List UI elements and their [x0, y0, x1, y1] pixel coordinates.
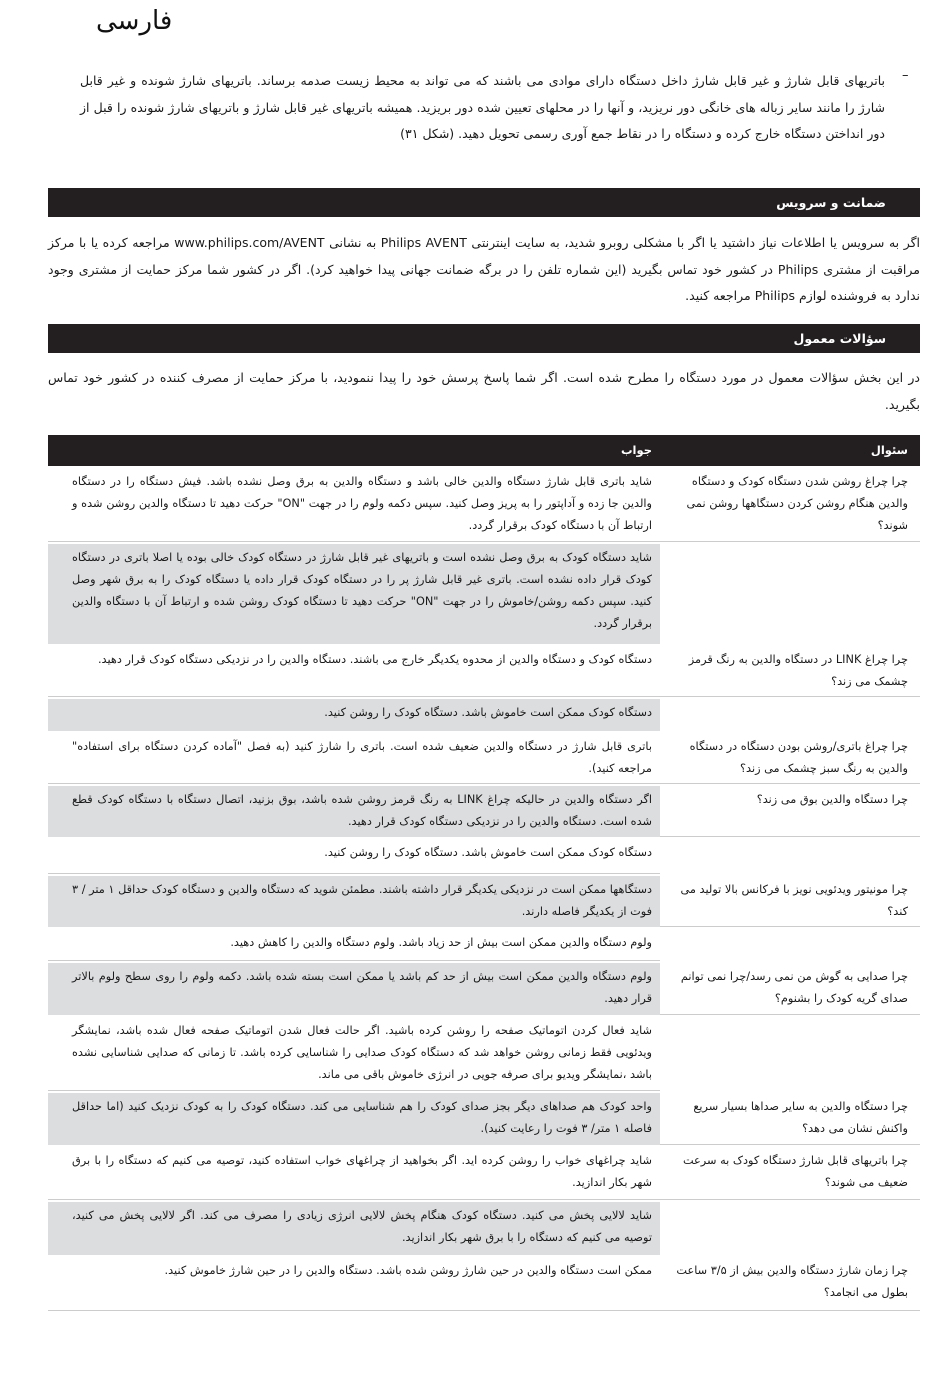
question-cell: چرا چراغ روشن شدن دستگاه کودک و دستگاه والدین هنگام روشن کردن دستگاهها روشن نمی شوند؟: [660, 468, 920, 542]
disposal-text: باتریهای قابل شارژ و غیر قابل شارژ داخل دستگاه دارای موادی می باشند که می تواند به محیط زیست صدمه برساند. باتریهای شارژ شونده و غیر قابل شارژ را مانند سایر زباله های خانگی دور نریزید، و آنها را در محلهای تعیین شده دور بریزید. همیشه باتریهای غیر قابل شارژ و باتریهای شارژ شونده را قبل از دور انداختن دستگاه خارج کرده و دستگاه را در نقاط جمع آوری رسمی تحویل دهید. (شکل ۳۱): [80, 73, 885, 141]
table-row: [48, 699, 920, 733]
question-cell: چرا چراغ باتری/روشن بودن دستگاه در دستگاه والدین به رنگ سبز چشمک می زند؟: [660, 733, 920, 784]
table-row: [48, 876, 920, 929]
disposal-bullet: [80, 68, 885, 148]
question-cell: [660, 839, 920, 874]
answer-cell: شاید لالایی پخش می کنید. دستگاه کودک هنگام پخش لالایی انرژی زیادی را مصرف می کند. اگر لالایی پخش می کنید، توصیه می کنیم که دستگاه را با برق شهر بکار اندازید.: [48, 1202, 660, 1255]
answer-cell: شاید دستگاه کودک به برق وصل نشده است و باتریهای غیر قابل شارژ در دستگاه کودک خالی بوده یا اصلا باتری در دستگاه کودک قرار داده نشده است. باتری غیر قابل شارژ پر را در دستگاه کودک قرار داده یا دستگاه کودک را به برق شهر وصل کنید. سپس دکمه روشن/خاموش را در جهت "ON" حرکت دهید تا دستگاه کودک روشن شده و ارتباط آن با دستگاه والدین برقرار گردد.: [48, 544, 660, 644]
question-cell: [660, 929, 920, 961]
answer-cell: دستگاه کودک ممکن است خاموش باشد. دستگاه کودک را روشن کنید.: [48, 839, 660, 874]
faq-table: [48, 468, 920, 1313]
answer-cell: شاید فعال کردن اتوماتیک صفحه را روشن کرده باشید. اگر حالت فعال شدن اتوماتیک صفحه فعال شده باشد، نمایشگر ویدئویی فقط زمانی روشن خواهد شد که دستگاه کودک صدایی را شناسایی کرده باشد. تا زمانی که صدایی شناسایی نشده باشد ،نمایشگر ویدیو برای صرفه جویی در انرژی خاموش باقی می ماند.: [48, 1017, 660, 1091]
answer-cell: ممکن است دستگاه والدین در حین شارژ روشن شده باشد. دستگاه والدین را در حین شارژ خاموش کنید.: [48, 1257, 660, 1311]
answer-cell: باتری قابل شارژ در دستگاه والدین ضعیف شده است. باتری را شارژ کنید (به فصل "آماده کردن دستگاه برای استفاده" مراجعه کنید).: [48, 733, 660, 784]
table-row: [48, 1202, 920, 1257]
question-cell: [660, 544, 920, 644]
table-row: [48, 544, 920, 646]
table-row: [48, 1093, 920, 1147]
bullet-dash: –: [902, 68, 909, 83]
answer-cell: دستگاهها ممکن است در نزدیکی یکدیگر قرار داشته باشند. مطمئن شوید که دستگاه والدین و دستگاه کودک حداقل ۱ متر / ۳ فوت از یکدیگر فاصله دارند.: [48, 876, 660, 927]
question-cell: [660, 1017, 920, 1091]
question-cell: چرا چراغ LINK در دستگاه والدین به رنگ قرمز چشمک می زند؟: [660, 646, 920, 697]
table-row: [48, 929, 920, 963]
question-cell: چرا صدایی به گوش من نمی رسد/چرا نمی توانم صدای گریه کودک را بشنوم؟: [660, 963, 920, 1015]
table-row: [48, 786, 920, 839]
answer-cell: شاید چراغهای خواب را روشن کرده اید. اگر بخواهید از چراغهای خواب استفاده کنید، توصیه می کنیم که دستگاه را با برق شهر بکار اندازید.: [48, 1147, 660, 1200]
faq-intro-text: در این بخش سؤالات معمول در مورد دستگاه را مطرح شده است. اگر شما پاسخ پرسش خود را پیدا ننمودید، با مرکز حمایت از مصرف کننده در کشور خود تماس بگیرید.: [48, 370, 920, 412]
table-row: [48, 963, 920, 1017]
answer-cell: ولوم دستگاه والدین ممکن است بیش از حد زیاد باشد. ولوم دستگاه والدین را کاهش دهید.: [48, 929, 660, 961]
language-title: فارسی: [96, 6, 173, 36]
table-row: [48, 646, 920, 699]
answer-cell: ولوم دستگاه والدین ممکن است بیش از حد کم باشد یا ممکن است بسته شده باشد. دکمه ولوم را روی سطح ولوم بالاتر قرار دهید.: [48, 963, 660, 1015]
table-row: [48, 733, 920, 786]
answer-cell: شاید باتری قابل شارژ دستگاه والدین خالی باشد و دستگاه والدین به برق وصل نشده باشد. فیش دستگاه را در دستگاه والدین جا زده و آداپتور را به پریز وصل کنید. سپس دکمه ولوم را در جهت "ON" حرکت دهید تا دستگاه والدین روشن شده و ارتباط آن با دستگاه کودک برقرار گردد.: [48, 468, 660, 542]
question-cell: [660, 1202, 920, 1255]
answer-cell: دستگاه کودک ممکن است خاموش باشد. دستگاه کودک را روشن کنید.: [48, 699, 660, 731]
question-cell: چرا مونیتور ویدئویی نویز با فرکانس بالا تولید می کند؟: [660, 876, 920, 927]
question-cell: چرا باتریهای قابل شارژ دستگاه کودک به سرعت ضعیف می شوند؟: [660, 1147, 920, 1200]
warranty-text: اگر به سرویس یا اطلاعات نیاز داشتید یا اگر با مشکلی روبرو شدید، به سایت اینترنتی Philips AVENT به نشانی www.philips.com/AVENT مراجعه کرده یا با مرکز مراقبت از مشتری Philips در کشور خود تماس بگیرید (این شماره تلفن را در برگه ضمانت جهانی پیدا خواهید کرد). اگر در کشور شما مرکز حمایت از مشتری وجود ندارد به فروشنده لوازم Philips مراجعه کنید.: [48, 235, 921, 303]
column-header-question: سئوال: [870, 443, 908, 457]
table-row: [48, 1257, 920, 1313]
answer-cell: واحد کودک هم صداهای دیگر بجز صدای کودک را هم شناسایی می کند. دستگاه کودک را به کودک نزدیک کنید (اما حداقل فاصله ۱ متر/ ۳ فوت را رعایت کنید).: [48, 1093, 660, 1145]
question-cell: چرا زمان شارژ دستگاه والدین بیش از ۳/۵ ساعت بطول می انجامد؟: [660, 1257, 920, 1311]
table-row: [48, 468, 920, 544]
warranty-heading: ضمانت و سرویس: [48, 188, 920, 217]
faq-table-header: [48, 435, 920, 466]
warranty-section: [48, 230, 920, 310]
table-row: [48, 839, 920, 876]
question-cell: چرا دستگاه والدین به سایر صداها بسیار سریع واکنش نشان می دهد؟: [660, 1093, 920, 1145]
column-header-answer: جواب: [621, 443, 652, 457]
faq-heading: سؤالات معمول: [48, 324, 920, 353]
table-row: [48, 1017, 920, 1093]
question-cell: چرا دستگاه والدین بوق می زند؟: [660, 786, 920, 837]
question-cell: [660, 699, 920, 731]
answer-cell: دستگاه کودک و دستگاه والدین از محدوه یکدیگر خارج می باشند. دستگاه والدین را در نزدیکی دستگاه کودک قرار دهید.: [48, 646, 660, 697]
table-row: [48, 1147, 920, 1202]
faq-intro-section: [48, 365, 920, 418]
answer-cell: اگر دستگاه والدین در حالیکه چراغ LINK به رنگ قرمز روشن شده باشد، بوق بزنید، اتصال دستگاه با دستگاه کودک قطع شده است. دستگاه والدین را در نزدیکی دستگاه کودک قرار دهید.: [48, 786, 660, 837]
